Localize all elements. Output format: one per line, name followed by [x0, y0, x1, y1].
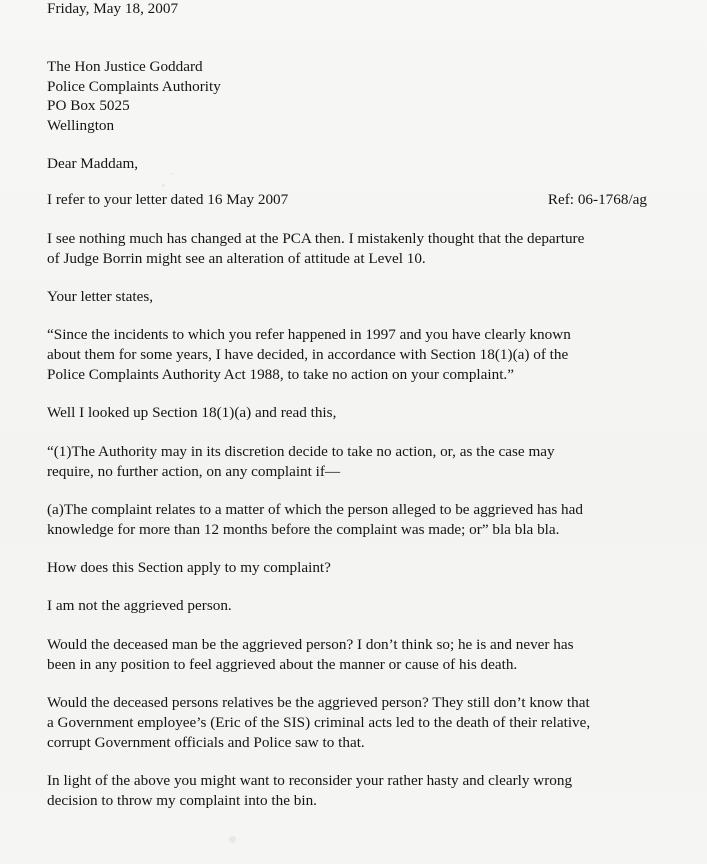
paragraph-line: (a)The complaint relates to a matter of which the person alleged to be aggrieved has had — [47, 501, 583, 518]
paragraph-line: a Government employee’s (Eric of the SIS) criminal acts led to the death of their relative, — [47, 714, 591, 731]
recipient-organization: Police Complaints Authority — [47, 78, 221, 95]
scan-speck — [229, 836, 236, 843]
paragraph-line: “(1)The Authority may in its discretion decide to take no action, or, as the case may — [47, 443, 555, 460]
paragraph-not-aggrieved — [47, 596, 653, 616]
paragraph-letter-states — [47, 287, 653, 307]
paragraph-line: In light of the above you might want to reconsider your rather hasty and clearly wrong — [47, 772, 573, 789]
quoted-subsection-paragraph — [47, 500, 653, 540]
paragraph-line: corrupt Government officials and Police saw to that. — [47, 734, 365, 751]
quoted-section-paragraph — [47, 442, 653, 482]
paragraph-line: Well I looked up Section 18(1)(a) and read this, — [47, 404, 337, 421]
paragraph-reconsider — [47, 771, 653, 811]
paragraph-line: Would the deceased persons relatives be the aggrieved person? They still don’t know that — [47, 694, 590, 711]
paragraph-line: Would the deceased man be the aggrieved person? I don’t think so; he is and never has — [47, 636, 574, 653]
paragraph-line: “Since the incidents to which you refer happened in 1997 and you have clearly known — [47, 326, 571, 343]
paragraph-line: I am not the aggrieved person. — [47, 597, 232, 614]
paragraph-relatives — [47, 693, 653, 753]
recipient-name: The Hon Justice Goddard — [47, 58, 203, 75]
paragraph-line: Police Complaints Authority Act 1988, to take no action on your complaint.” — [47, 366, 514, 383]
scan-speck — [162, 184, 165, 187]
salutation: Dear Maddam, — [47, 155, 139, 172]
paragraph-line: of Judge Borrin might see an alteration of attitude at Level 10. — [47, 250, 426, 267]
recipient-city: Wellington — [47, 117, 115, 134]
paragraph-line: knowledge for more than 12 months before the complaint was made; or” bla bla bla. — [47, 521, 560, 538]
paragraph-line: require, no further action, on any complaint if— — [47, 463, 341, 480]
letter-reference-text: I refer to your letter dated 16 May 2007 — [47, 191, 289, 208]
paragraph-line: been in any position to feel aggrieved about the manner or cause of his death. — [47, 656, 518, 673]
recipient-po-box: PO Box 5025 — [47, 97, 130, 114]
paragraph-pca-unchanged — [47, 229, 653, 269]
paragraph-line: about them for some years, I have decided, in accordance with Section 18(1)(a) of the — [47, 346, 569, 363]
paragraph-deceased-man — [47, 635, 653, 675]
scan-speck — [171, 173, 173, 175]
reference-number: Ref: 06-1768/ag — [547, 191, 647, 208]
paragraph-line: decision to throw my complaint into the bin. — [47, 792, 317, 809]
paragraph-line: I see nothing much has changed at the PCA then. I mistakenly thought that the departure — [47, 230, 585, 247]
quoted-decision-paragraph — [47, 325, 653, 385]
reference-line — [47, 190, 647, 210]
paragraph-line: Your letter states, — [47, 288, 154, 305]
letter-date: Friday, May 18, 2007 — [47, 0, 179, 17]
paragraph-section-lookup — [47, 403, 653, 423]
paragraph-section-question — [47, 558, 653, 578]
paragraph-line: How does this Section apply to my complaint? — [47, 559, 331, 576]
